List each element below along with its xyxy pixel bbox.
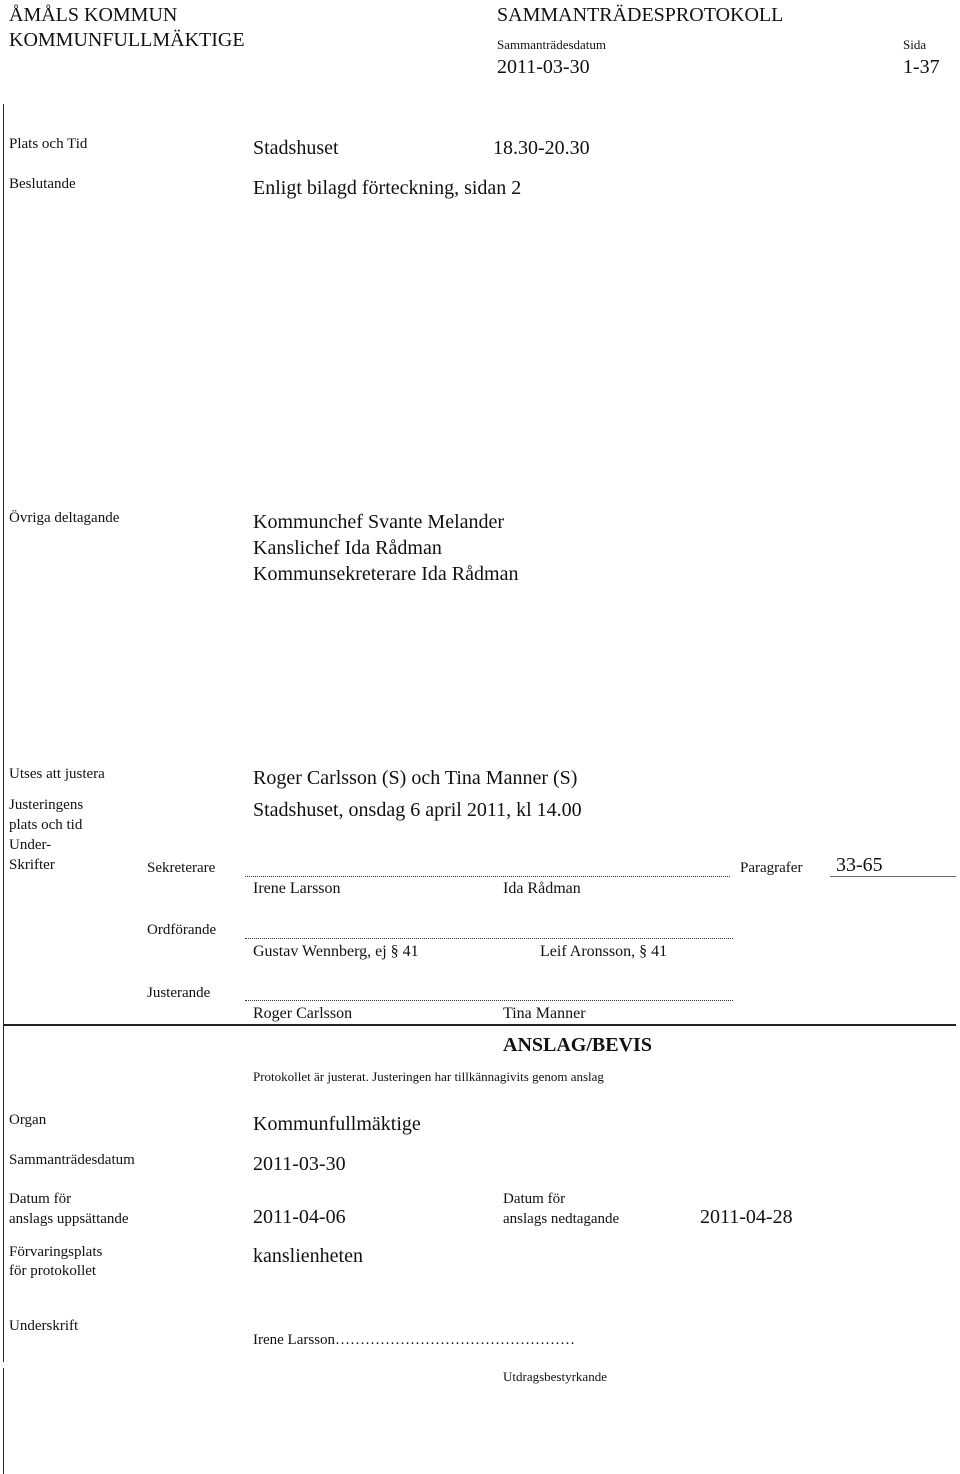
place-value: Stadshuset <box>253 137 339 159</box>
decision-makers-value: Enligt bilagd förteckning, sidan 2 <box>253 177 522 199</box>
other-participant-1: Kommunchef Svante Melander <box>253 511 505 533</box>
organ-label: Organ <box>9 1112 47 1128</box>
left-margin-rule <box>3 104 4 1362</box>
meeting-date-value: 2011-03-30 <box>253 1153 346 1175</box>
adjuster-name-1: Roger Carlsson <box>253 1005 353 1022</box>
organ-value: Kommunfullmäktige <box>253 1113 421 1135</box>
adjustment-place-label-2: plats och tid <box>9 817 83 833</box>
storage-value: kanslienheten <box>253 1245 363 1267</box>
removed-date-value: 2011-04-28 <box>700 1206 793 1228</box>
certification-label: Utdragsbestyrkande <box>503 1369 607 1384</box>
page-label: Sida <box>903 37 927 52</box>
left-margin-rule-lower <box>3 1368 4 1474</box>
chair-name-2: Leif Aronsson, § 41 <box>540 943 668 960</box>
chair-label: Ordförande <box>147 922 217 938</box>
chair-signature-line <box>245 938 733 939</box>
notice-title: ANSLAG/BEVIS <box>503 1034 652 1056</box>
page-number: 1-37 <box>903 56 940 78</box>
signature-value: Irene Larsson………………………………………… <box>253 1332 576 1348</box>
place-time-label: Plats och Tid <box>9 136 88 152</box>
adjuster-label: Justerande <box>147 985 211 1001</box>
signatures-label-1: Under- <box>9 837 52 853</box>
committee-name: KOMMUNFULLMÄKTIGE <box>9 29 245 51</box>
removed-date-label-2: anslags nedtagande <box>503 1211 620 1227</box>
signatures-label-2: Skrifter <box>9 857 55 873</box>
paragraphs-underline <box>830 876 956 877</box>
secretary-name-2: Ida Rådman <box>503 880 581 897</box>
other-participants-label: Övriga deltagande <box>9 510 120 526</box>
other-participant-3: Kommunsekreterare Ida Rådman <box>253 563 519 585</box>
time-value: 18.30-20.30 <box>493 137 590 159</box>
removed-date-label-1: Datum för <box>503 1191 566 1207</box>
storage-label-2: för protokollet <box>9 1263 97 1279</box>
header-date-value: 2011-03-30 <box>497 56 590 78</box>
chair-name-1: Gustav Wennberg, ej § 41 <box>253 943 419 960</box>
section-divider <box>3 1024 956 1026</box>
municipality-name: ÅMÅLS KOMMUN <box>9 4 178 26</box>
posted-date-label-1: Datum för <box>9 1191 72 1207</box>
posted-date-value: 2011-04-06 <box>253 1206 346 1228</box>
header-date-label: Sammanträdesdatum <box>497 37 607 52</box>
other-participant-2: Kanslichef Ida Rådman <box>253 537 442 559</box>
paragraphs-label: Paragrafer <box>740 860 803 876</box>
adjuster-signature-line <box>245 1000 733 1001</box>
paragraphs-value: 33-65 <box>836 854 883 876</box>
secretary-signature-line <box>245 876 730 877</box>
appointed-adjusters-value: Roger Carlsson (S) och Tina Manner (S) <box>253 767 578 789</box>
decision-makers-label: Beslutande <box>9 176 76 192</box>
secretary-name-1: Irene Larsson <box>253 880 341 897</box>
posted-date-label-2: anslags uppsättande <box>9 1211 129 1227</box>
adjusted-statement: Protokollet är justerat. Justeringen har tillkännagivits genom anslag <box>253 1069 604 1084</box>
document-type: SAMMANTRÄDESPROTOKOLL <box>497 4 784 26</box>
adjuster-name-2: Tina Manner <box>503 1005 586 1022</box>
adjustment-place-label-1: Justeringens <box>9 797 84 813</box>
storage-label-1: Förvaringsplats <box>9 1244 103 1260</box>
signature-label: Underskrift <box>9 1318 79 1334</box>
secretary-label: Sekreterare <box>147 860 216 876</box>
appointed-adjusters-label: Utses att justera <box>9 766 105 782</box>
adjustment-place-value: Stadshuset, onsdag 6 april 2011, kl 14.00 <box>253 799 582 821</box>
meeting-date-label: Sammanträdesdatum <box>9 1152 135 1168</box>
